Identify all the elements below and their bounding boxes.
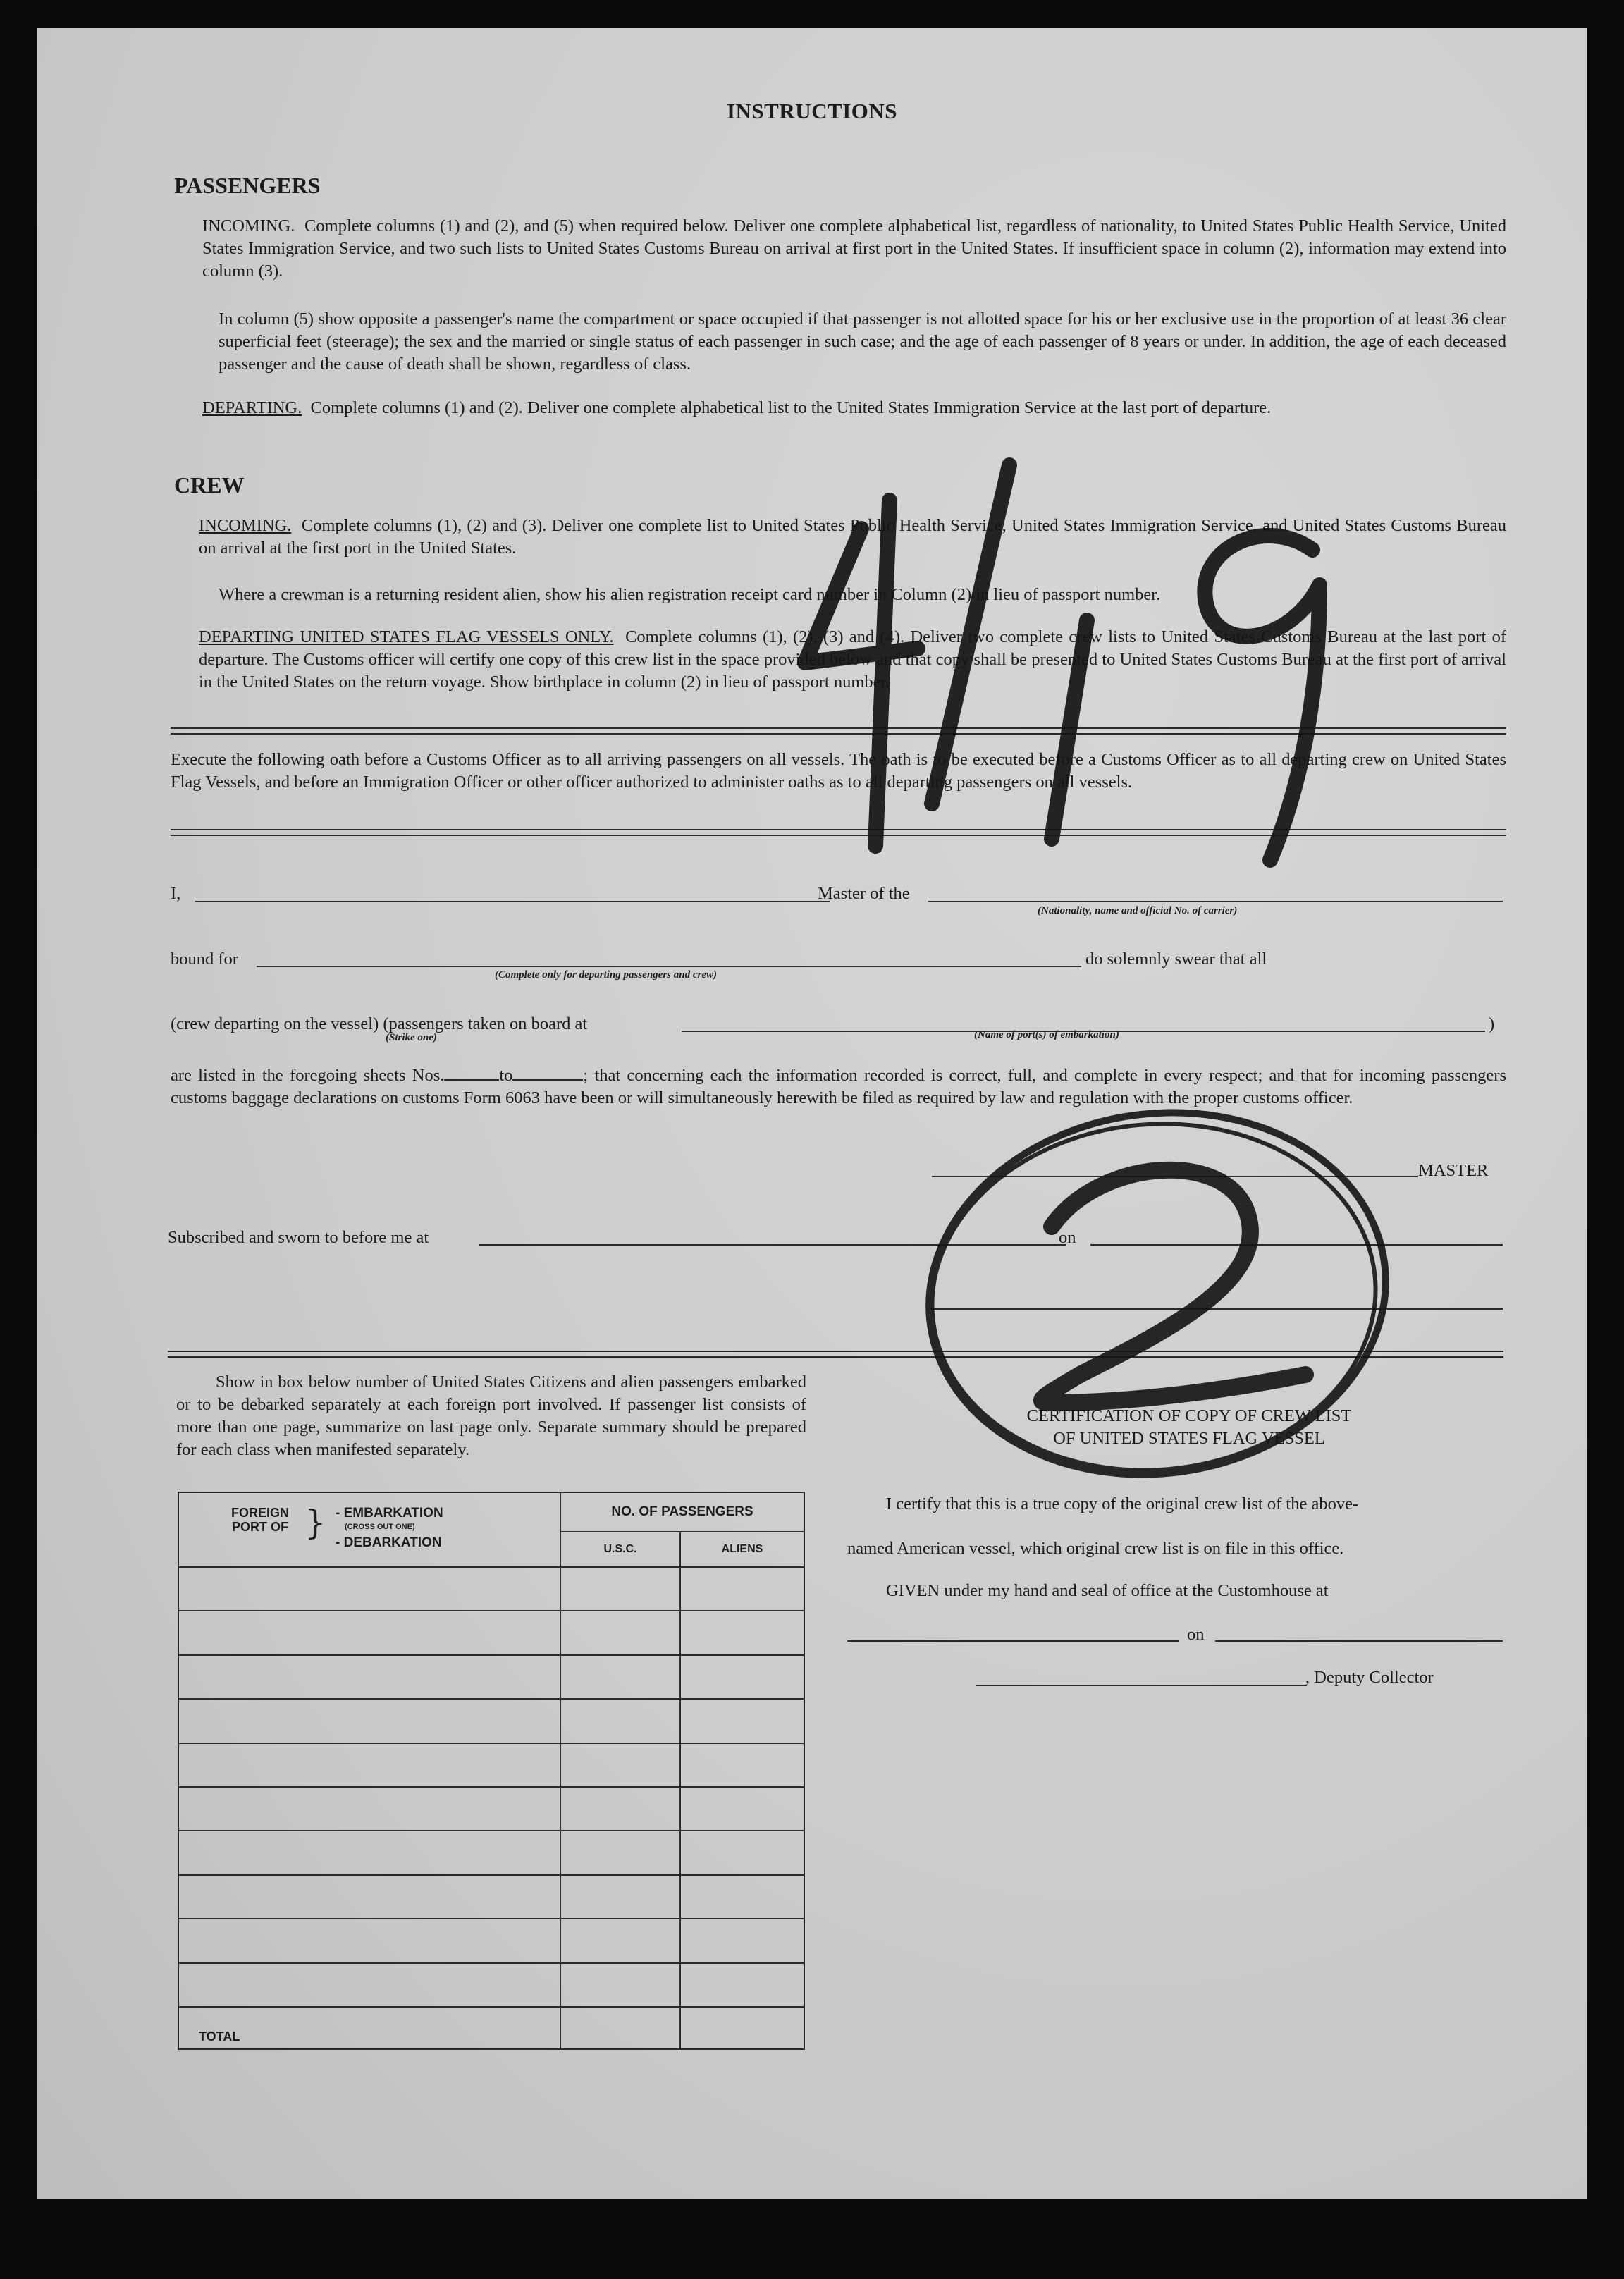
usc-cell[interactable]	[560, 1919, 680, 1962]
usc-total-cell[interactable]	[560, 2007, 680, 2049]
aliens-cell[interactable]	[680, 1919, 804, 1962]
usc-cell[interactable]	[560, 1875, 680, 1919]
debarkation-header: - DEBARKATION	[336, 1535, 442, 1550]
aliens-cell[interactable]	[680, 1567, 804, 1611]
aliens-cell[interactable]	[680, 1699, 804, 1743]
port-cell[interactable]	[178, 1611, 560, 1654]
aliens-cell[interactable]	[680, 1743, 804, 1787]
table-row	[178, 1655, 804, 1699]
port-cell[interactable]	[178, 1655, 560, 1699]
table-row	[178, 1699, 804, 1743]
certification-line-2: named American vessel, which original crew list is on file in this office.	[847, 1539, 1344, 1558]
table-row	[178, 1831, 804, 1874]
listed-text-b: ; that concerning each the information recorded is correct, full, and complete in every respect; and that for incoming passengers customs baggage declarations on customs Form 6063 have been or will simultaneously herewith be filed as required by law and regulation with the proper customs officer.	[171, 1066, 1506, 1107]
cross-out-one-note: (CROSS OUT ONE)	[345, 1523, 415, 1531]
master-name-line[interactable]	[195, 901, 830, 902]
passengers-incoming-paragraph	[202, 215, 1506, 283]
circled-number-svg	[868, 1093, 1432, 1487]
certification-date-line[interactable]	[1215, 1640, 1503, 1642]
departing-label: DEPARTING.	[202, 398, 302, 417]
table-row	[178, 1875, 804, 1919]
bound-caption: (Complete only for departing passengers and crew)	[495, 969, 717, 981]
foreign-port-header: FOREIGN PORT OF	[230, 1506, 289, 1534]
embarkation-header: - EMBARKATION	[336, 1506, 443, 1521]
port-cell[interactable]	[178, 1831, 560, 1874]
crew-heading: CREW	[174, 472, 245, 498]
aliens-cell[interactable]	[680, 1611, 804, 1654]
certification-heading-2: OF UNITED STATES FLAG VESSEL	[1053, 1429, 1325, 1448]
page-title: INSTRUCTIONS	[726, 99, 897, 123]
certification-line-1: I certify that this is a true copy of the original crew list of the above-	[886, 1494, 1359, 1513]
port-header-cell	[178, 1492, 560, 1567]
usc-header: U.S.C.	[560, 1532, 680, 1567]
aliens-header: ALIENS	[680, 1532, 804, 1567]
master-of-label: Master of the	[818, 884, 910, 903]
certification-on-label: on	[1187, 1625, 1205, 1644]
sheets-from-field[interactable]	[444, 1079, 499, 1081]
departing-text: Complete columns (1) and (2). Deliver one complete alphabetical list to the United States Immigration Service at the last port of departure.	[310, 398, 1272, 417]
total-label: TOTAL	[178, 2007, 560, 2049]
sworn-on-label: on	[1059, 1228, 1076, 1247]
document-page	[37, 28, 1587, 2199]
summary-note: Show in box below number of United States Citizens and alien passengers embarked or to be debarked separately at each foreign port involved. If passenger list consists of more than one page, summarize on last page only. Separate summary should be prepared for each class when manifested separately.	[176, 1372, 806, 1459]
usc-cell[interactable]	[560, 1655, 680, 1699]
crew-departing-text: Complete columns (1), (2), (3) and (4). Deliver two complete crew lists to United States Customs Bureau at the last port of departure. The Customs officer will certify one copy of this crew list in the space provided below and that copy shall be presented to United States Customs Bureau at the first port of arrival in the United States on the return voyage. Show birthplace in column (2) in lieu of passport number.	[199, 627, 1506, 692]
port-cell[interactable]	[178, 1787, 560, 1831]
bound-for-label: bound for	[171, 950, 238, 969]
incoming-text: Complete columns (1) and (2), and (5) when required below. Deliver one complete alphabetical list, regardless of nationality, to United States Public Health Service, United States Immigration Service, and two such lists to United States Customs Bureau on arrival at first port in the United States. If insufficient space in column (2), information may extend into column (3).	[202, 216, 1506, 281]
listed-to: to	[499, 1066, 513, 1085]
crew-resident-paragraph: Where a crewman is a returning resident alien, show his alien registration receipt card number in Column (2) in lieu of passport number.	[219, 585, 1161, 604]
passenger-summary-table	[178, 1492, 805, 2050]
crew-incoming-label: INCOMING.	[199, 516, 292, 535]
deputy-collector-label: , Deputy Collector	[1305, 1668, 1434, 1687]
carrier-caption: (Nationality, name and official No. of carrier)	[1038, 905, 1238, 916]
crew-incoming-text: Complete columns (1), (2) and (3). Deliver one complete list to United States Public Health Service, United States Immigration Service, and United States Customs Bureau on arrival at the first port in the United States.	[199, 516, 1507, 558]
usc-cell[interactable]	[560, 1831, 680, 1874]
incoming-label: INCOMING.	[202, 216, 295, 235]
swear-text: do solemnly swear that all	[1085, 950, 1267, 969]
aliens-total-cell[interactable]	[680, 2007, 804, 2049]
aliens-cell[interactable]	[680, 1787, 804, 1831]
date-mark-svg	[756, 409, 1390, 916]
usc-cell[interactable]	[560, 1611, 680, 1654]
passengers-heading: PASSENGERS	[174, 173, 321, 198]
port-cell[interactable]	[178, 1875, 560, 1919]
oath-intro: Execute the following oath before a Customs Officer as to all arriving passengers on all vessels. The oath is to be executed before a Customs Officer as to all departing crew on United States Flag Vessels, and before an Immigration Officer or other officer authorized to administer oaths as to all departing passengers on all vessels.	[171, 750, 1506, 792]
certification-line-3: GIVEN under my hand and seal of office at the Customhouse at	[886, 1581, 1329, 1600]
port-cell[interactable]	[178, 1567, 560, 1611]
usc-cell[interactable]	[560, 1567, 680, 1611]
usc-cell[interactable]	[560, 1963, 680, 2007]
aliens-cell[interactable]	[680, 1831, 804, 1874]
port-cell[interactable]	[178, 1919, 560, 1962]
handwritten-circled-number	[868, 1093, 1432, 1487]
port-caption: (Name of port(s) of embarkation)	[974, 1029, 1119, 1040]
aliens-cell[interactable]	[680, 1875, 804, 1919]
master-label: MASTER	[1418, 1161, 1489, 1180]
listed-text-a: are listed in the foregoing sheets Nos.	[171, 1066, 445, 1085]
table-row	[178, 1611, 804, 1654]
passengers-column5-paragraph: In column (5) show opposite a passenger's name the compartment or space occupied if that passenger is not allotted space for his or her exclusive use in the proportion of at least 36 clear superficial feet (steerage); the sex and the married or single status of each passenger in such case; and the age of each passenger of 8 years or under. In addition, the age of each deceased passenger and the cause of death shall be shown, regardless of class.	[219, 309, 1506, 374]
table-row	[178, 1963, 804, 2007]
aliens-cell[interactable]	[680, 1963, 804, 2007]
aliens-cell[interactable]	[680, 1655, 804, 1699]
table-row	[178, 1787, 804, 1831]
table-row	[178, 1567, 804, 1611]
certification-heading-1: CERTIFICATION OF COPY OF CREW LIST	[1026, 1406, 1352, 1425]
sheets-to-field[interactable]	[512, 1079, 583, 1081]
oath-i-label: I,	[171, 884, 181, 903]
bound-for-line[interactable]	[257, 966, 1081, 967]
table-row	[178, 1919, 804, 1962]
crew-departing-choice: (crew departing on the vessel) (passengers taken on board at	[171, 1014, 588, 1033]
customhouse-place-line[interactable]	[847, 1640, 1179, 1642]
total-row	[178, 2007, 804, 2049]
usc-cell[interactable]	[560, 1699, 680, 1743]
table-row	[178, 1743, 804, 1787]
deputy-signature-line[interactable]	[976, 1685, 1307, 1686]
strike-one-caption: (Strike one)	[386, 1032, 437, 1043]
handwritten-date-mark	[756, 409, 1390, 916]
usc-cell[interactable]	[560, 1743, 680, 1787]
port-cell[interactable]	[178, 1743, 560, 1787]
subscribed-label: Subscribed and sworn to before me at	[168, 1228, 429, 1247]
usc-cell[interactable]	[560, 1787, 680, 1831]
port-cell[interactable]	[178, 1699, 560, 1743]
no-passengers-header: NO. OF PASSENGERS	[560, 1492, 804, 1532]
crew-departing-label: DEPARTING UNITED STATES FLAG VESSELS ONLY.	[199, 627, 614, 646]
close-paren: )	[1489, 1014, 1495, 1033]
port-cell[interactable]	[178, 1963, 560, 2007]
brace-glyph: }	[304, 1503, 326, 1542]
